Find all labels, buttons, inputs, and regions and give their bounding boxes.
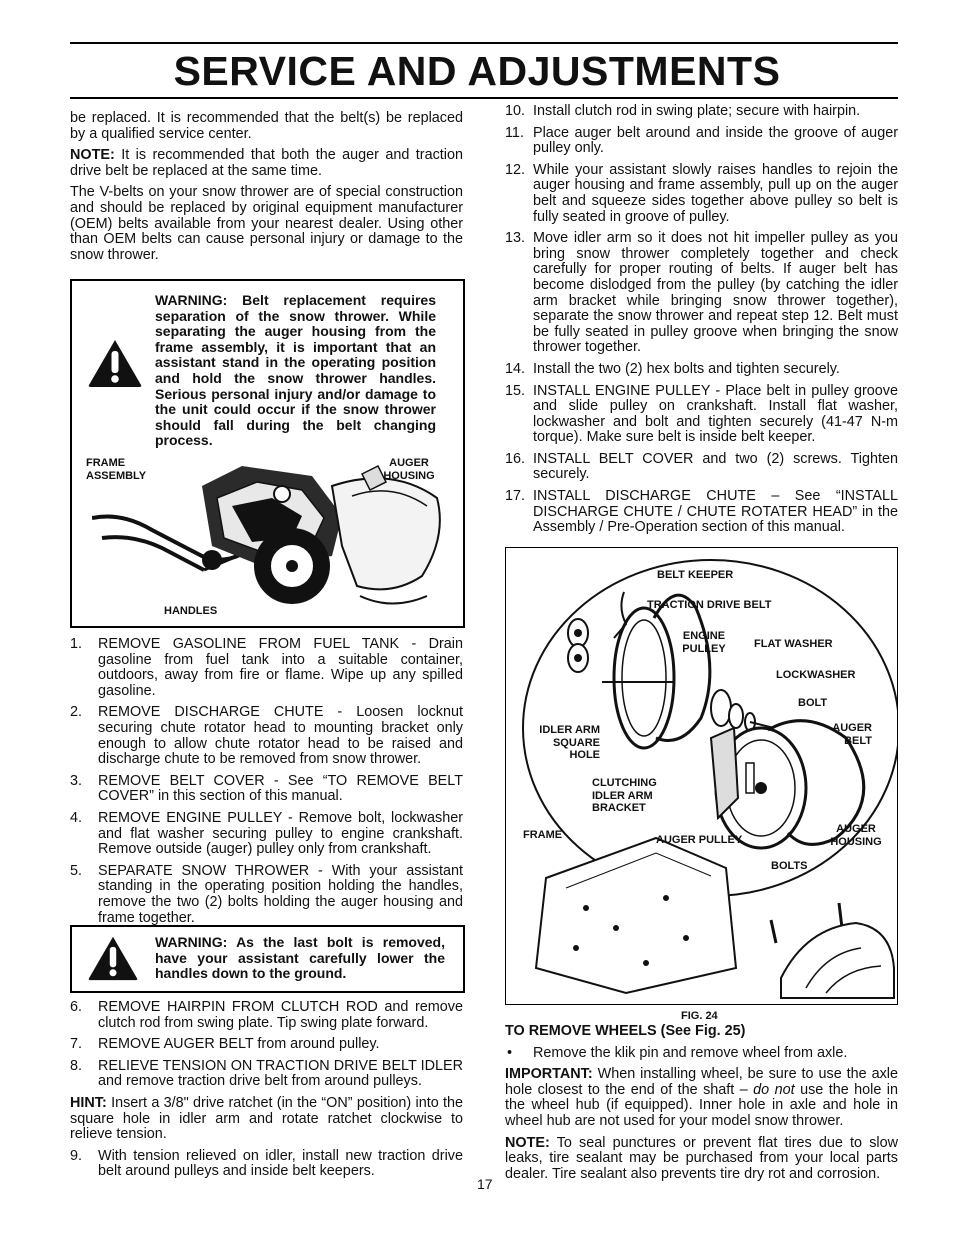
- steps-list-a: [70, 637, 463, 926]
- step-number: 1.: [70, 636, 83, 652]
- step-10: [505, 104, 898, 120]
- warning-text-1: WARNING: Belt replacement requires separation of the snow thrower. While separating the auger housing from the frame assembly, it is important that an assistant stand in the operating position and hold the snow thrower handles. Serious personal injury and/or damage to the unit could occur if the snow thrower should fall during the belt changing process.: [155, 292, 436, 449]
- step-4: [70, 811, 463, 858]
- left-column: [70, 111, 463, 269]
- step-number: 4.: [70, 809, 83, 826]
- note2-label: NOTE:: [505, 1134, 550, 1151]
- note-label: NOTE:: [70, 147, 115, 164]
- steps-list-c: [70, 1149, 463, 1180]
- label-flat-washer: FLAT WASHER: [754, 638, 833, 650]
- step-number: 14.: [505, 360, 526, 377]
- step-15: [505, 384, 898, 446]
- step-13: [505, 231, 898, 356]
- warning-text-2: WARNING: As the last bolt is removed, have your assistant carefully lower the handles down to the ground.: [155, 934, 445, 982]
- step-14: [505, 362, 898, 378]
- step-2: [70, 705, 463, 767]
- step-number: 15.: [505, 382, 526, 399]
- step-9: [70, 1149, 463, 1180]
- step-text: SEPARATE SNOW THROWER - With your assistant standing in the operating position holding the handles, remove the two (2) bolts holding the auger housing and frame together.: [98, 862, 463, 926]
- figure-caption: FIG. 24: [681, 1010, 718, 1022]
- step-text: Move idler arm so it does not hit impeller pulley as you bring snow thrower completely together and check carefully for proper routing of belts. If auger belt has become dislodged from the pulley (by catching the idler arm bracket while bringing snow thrower together), separate the snow thrower and repeat step 12. Belt must be fully seated in pulley groove when bringing the snow thrower together.: [533, 230, 898, 356]
- step-number: 2.: [70, 704, 83, 721]
- wheels-section: [505, 1024, 898, 1188]
- label-auger-belt: AUGER BELT: [832, 722, 872, 747]
- note2-text: To seal punctures or prevent flat tires due to slow leaks, tire sealant may be purchased from your local parts dealer. Tire sealant also prevents tire dry rot and corrosion.: [505, 1134, 898, 1182]
- step-text: INSTALL BELT COVER and two (2) screws. Tighten securely.: [533, 450, 898, 483]
- step-text: INSTALL ENGINE PULLEY - Place belt in pulley groove and slide pulley on crankshaft. Install flat washer, lockwasher and bolt and tighten securely (41-47 N-m torque). Make sure belt is inside belt keeper.: [533, 382, 898, 446]
- step-17: [505, 489, 898, 536]
- vbelts-paragraph: The V-belts on your snow thrower are of special construction and should be replaced by original equipment manufacturer (OEM) belts available from your nearest dealer. Using other than OEM belts can cause personal injury or damage to the snow thrower.: [70, 184, 463, 263]
- hint-paragraph: [70, 1096, 463, 1143]
- step-number: 7.: [70, 1036, 83, 1053]
- step-number: 17.: [505, 488, 526, 505]
- label-bolts: BOLTS: [771, 860, 808, 872]
- step-6: [70, 1000, 463, 1031]
- important-paragraph: [505, 1067, 898, 1129]
- label-auger-housing: AUGER HOUSING: [383, 457, 435, 482]
- step-number: 10.: [505, 103, 526, 119]
- step-text: REMOVE BELT COVER - See “TO REMOVE BELT COVER” in this section of this manual.: [98, 772, 463, 805]
- label-idler-arm-square-hole: IDLER ARM SQUARE HOLE: [539, 724, 600, 761]
- label-handles: HANDLES: [164, 605, 218, 617]
- step-5: [70, 864, 463, 926]
- title-rule: [70, 97, 898, 99]
- label-engine-pulley: ENGINE PULLEY: [682, 630, 726, 655]
- step-text: REMOVE ENGINE PULLEY - Remove bolt, lockwasher and flat washer securing pulley to engine crankshaft. Remove outside (auger) pulley only from crankshaft.: [98, 809, 463, 858]
- step-text: REMOVE DISCHARGE CHUTE - Loosen locknut securing chute rotator head to mounting bracket only enough to allow chute rotator head to be raised and discharge chute to be removed from snow thrower.: [98, 704, 463, 768]
- step-3: [70, 774, 463, 805]
- warning-box-belt-replacement: [70, 279, 465, 628]
- label-lockwasher: LOCKWASHER: [776, 669, 856, 681]
- step-text: REMOVE GASOLINE FROM FUEL TANK - Drain gasoline from fuel tank into a suitable container, outdoors, away from fire or flame. Wipe up any spilled gasoline.: [98, 636, 463, 699]
- note2-paragraph: [505, 1136, 898, 1183]
- step-number: 8.: [70, 1057, 83, 1074]
- step-text: RELIEVE TENSION ON TRACTION DRIVE BELT IDLER and remove traction drive belt from around pulleys.: [98, 1057, 463, 1090]
- warning-triangle-icon: [86, 337, 144, 389]
- step-8: [70, 1059, 463, 1090]
- figure-24-box: [505, 547, 898, 1005]
- step-text: With tension relieved on idler, install new traction drive belt around pulleys and inside belt keepers.: [98, 1147, 463, 1180]
- step-number: 16.: [505, 450, 526, 467]
- important-label: IMPORTANT:: [505, 1066, 593, 1083]
- step-16: [505, 452, 898, 483]
- important-text-1: When installing wheel, be sure to use the axle hole closest to the end of the shaft –: [505, 1066, 898, 1098]
- step-text: REMOVE HAIRPIN FROM CLUTCH ROD and remove clutch rod from swing plate. Tip swing plate forward.: [98, 999, 463, 1031]
- step-12: [505, 163, 898, 225]
- step-11: [505, 126, 898, 157]
- label-traction-drive-belt: TRACTION DRIVE BELT: [647, 599, 772, 611]
- step-text: While your assistant slowly raises handles to rejoin the auger housing and frame assembly, pull up on the auger belt and squeeze sides together above pulley so belt is fully seated in groove of pulley.: [533, 161, 898, 225]
- top-rule: [70, 42, 898, 44]
- step-text: Place auger belt around and inside the groove of auger pulley only.: [533, 124, 898, 157]
- step-number: 9.: [70, 1147, 83, 1164]
- step-text: REMOVE AUGER BELT from around pulley.: [98, 1036, 380, 1053]
- important-text-2: use the hole in the wheel hub (if equipped). Inner hole in axle and hole in wheel hub are not used for your model snow thrower.: [505, 1081, 898, 1129]
- label-frame-assembly: FRAME ASSEMBLY: [86, 457, 147, 482]
- warning-triangle-icon: [86, 934, 140, 982]
- step-text: Install clutch rod in swing plate; secure with hairpin.: [533, 103, 861, 119]
- label-clutching-idler-arm-bracket: CLUTCHING IDLER ARM BRACKET: [592, 777, 657, 814]
- step-number: 12.: [505, 161, 526, 178]
- step-7: [70, 1037, 463, 1053]
- label-auger-housing-fig24: AUGER HOUSING: [830, 823, 882, 848]
- note-paragraph: [70, 148, 463, 179]
- label-bolt: BOLT: [798, 697, 828, 709]
- right-column-steps: [505, 104, 898, 542]
- hint-label: HINT:: [70, 1094, 107, 1111]
- wheels-bullet: [505, 1046, 898, 1062]
- page-title: SERVICE AND ADJUSTMENTS: [173, 48, 781, 94]
- step-number: 3.: [70, 772, 83, 789]
- hint-text: Insert a 3/8" drive ratchet (in the “ON” position) into the square hole in idler arm and rotate ratchet clockwise to relieve tension.: [70, 1094, 463, 1143]
- step-number: 11.: [505, 124, 524, 141]
- step-1: [70, 637, 463, 699]
- important-emphasis: do not: [753, 1081, 795, 1098]
- steps-6-9: [70, 1000, 463, 1186]
- steps-1-5: [70, 637, 463, 932]
- bullet-text: Remove the klik pin and remove wheel from axle.: [533, 1044, 848, 1061]
- steps-list-right: [505, 104, 898, 536]
- label-belt-keeper: BELT KEEPER: [657, 569, 734, 581]
- warning-box-last-bolt: [70, 925, 465, 993]
- steps-list-b: [70, 1000, 463, 1090]
- page-number: 17: [477, 1176, 493, 1192]
- step-number: 13.: [505, 230, 526, 247]
- step-number: 6.: [70, 999, 83, 1015]
- wheels-heading: TO REMOVE WHEELS (See Fig. 25): [505, 1023, 746, 1039]
- step-number: 5.: [70, 862, 83, 879]
- label-frame: FRAME: [523, 829, 563, 841]
- step-text: INSTALL DISCHARGE CHUTE – See “INSTALL DISCHARGE CHUTE / CHUTE ROTATER HEAD” in the Assembly / Pre-Operation section of this manual.: [533, 488, 898, 536]
- belt-assembly-diagram: [506, 548, 897, 1004]
- step-text: Install the two (2) hex bolts and tighten securely.: [533, 360, 840, 377]
- note-text: It is recommended that both the auger and traction drive belt be replaced at the same time.: [70, 147, 463, 179]
- label-auger-pulley: AUGER PULLEY: [656, 834, 743, 846]
- bullet-icon: •: [507, 1044, 513, 1061]
- intro-paragraph: be replaced. It is recommended that the belt(s) be replaced by a qualified service center.: [70, 110, 463, 142]
